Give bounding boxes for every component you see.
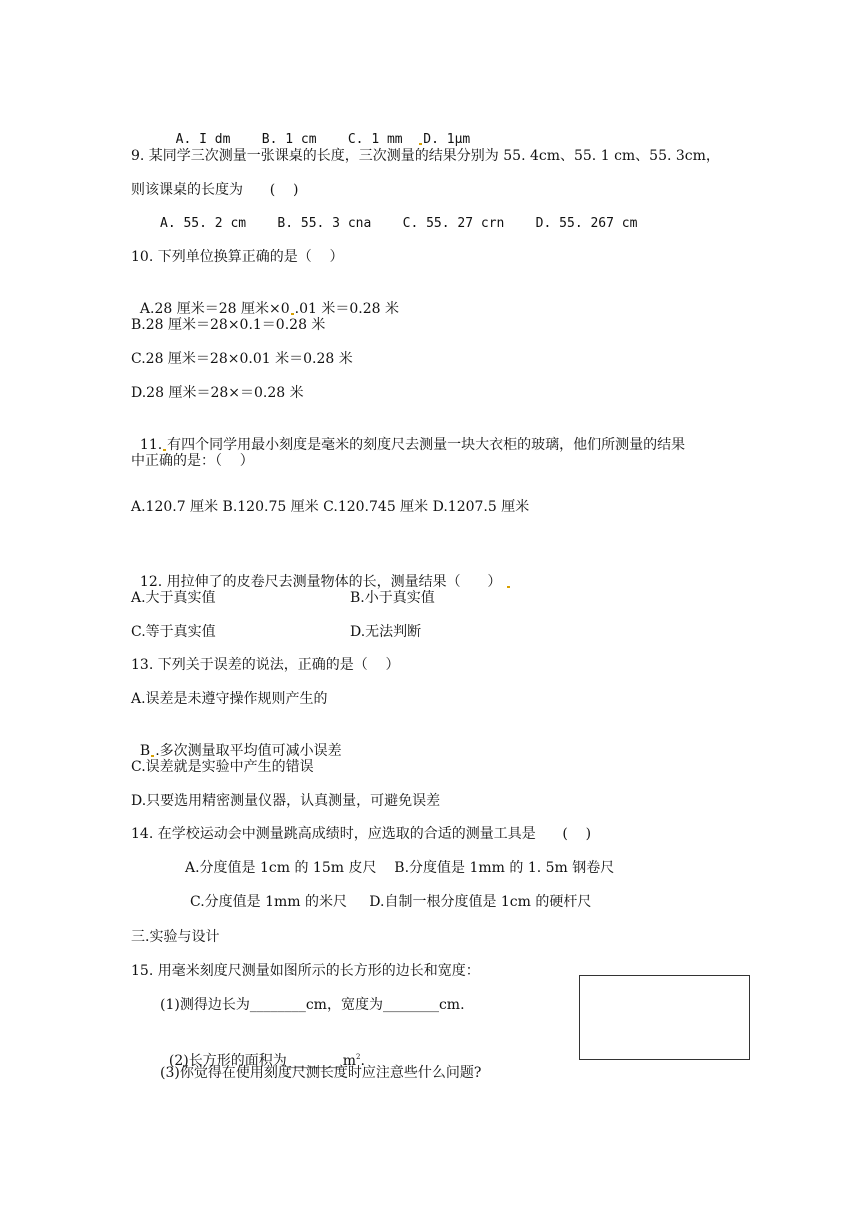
mark-dot	[507, 586, 510, 588]
q13-option-b-text: .多次测量取平均值可减小误差	[155, 743, 342, 759]
mark-dot	[151, 755, 154, 757]
q12-option-b: B.小于真实值	[350, 590, 435, 606]
q10-stem: 10. 下列单位换算正确的是（ ）	[131, 249, 344, 265]
q10-option-d: D.28 厘米＝28×＝0.28 米	[131, 385, 304, 401]
q13-option-c: C.误差就是实验中产生的错误	[131, 759, 314, 775]
q13-option-a: A.误差是未遵守操作规则产生的	[131, 691, 328, 707]
q15-part3: (3)你觉得在使用刻度尺测长度时应注意些什么问题?	[160, 1065, 482, 1081]
q15-stem: 15. 用毫米刻度尺测量如图所示的长方形的边长和宽度：	[131, 963, 480, 979]
q8-option-d: D. 1μm	[423, 132, 471, 147]
q13-stem: 13. 下列关于误差的说法，正确的是（ ）	[131, 657, 400, 673]
q15-part2-period: .	[360, 1053, 365, 1069]
q12-stem	[131, 555, 511, 591]
q9-options: A. 55. 2 cm B. 55. 3 cna C. 55. 27 crn D. 55. 267 cm	[160, 216, 638, 231]
section-title: 三.实验与设计	[131, 929, 220, 945]
q14-stem: 14. 在学校运动会中测量跳高成绩时，应选取的合适的测量工具是 ( )	[131, 826, 592, 842]
q14-options-ab: A.分度值是 1cm 的 15m 皮尺 B.分度值是 1mm 的 1. 5m 钢卷尺	[185, 860, 615, 876]
q10-option-a	[131, 282, 399, 318]
q12-stem-text: 12. 用拉伸了的皮卷尺去测量物体的长，测量结果（ ）	[139, 574, 502, 590]
q15-part1: (1)测得边长为________cm，宽度为________cm.	[160, 997, 465, 1013]
q12-option-d: D.无法判断	[350, 624, 422, 640]
q13-option-d: D.只要选用精密测量仪器，认真测量，可避免误差	[131, 793, 441, 809]
q8-options	[160, 113, 470, 149]
q13-option-b	[131, 724, 342, 760]
q12-option-c: C.等于真实值	[131, 624, 216, 640]
mark-dot	[419, 143, 422, 145]
q10-option-a-part2: .01 米＝0.28 米	[294, 301, 399, 317]
q13-option-b-letter: B	[139, 743, 151, 759]
q11-stem-line2: 中正确的是：（ ）	[131, 453, 254, 469]
q12-option-a: A.大于真实值	[131, 590, 216, 606]
q11-options: A.120.7 厘米 B.120.75 厘米 C.120.745 厘米 D.1207.5 厘米	[131, 499, 530, 515]
q10-option-a-part1: A.28 厘米＝28 厘米×0	[139, 301, 290, 317]
q11-stem-line1	[131, 418, 685, 454]
q10-option-c: C.28 厘米＝28×0.01 米＝0.28 米	[131, 351, 353, 367]
mark-dot	[291, 313, 294, 315]
q10-option-b: B.28 厘米＝28×0.1＝0.28 米	[131, 317, 326, 333]
q14-options-cd: C.分度值是 1mm 的米尺 D.自制一根分度值是 1cm 的硬杆尺	[190, 894, 592, 910]
q8-options-abc: A. I dm B. 1 cm C. 1 mm	[175, 132, 419, 147]
q15-part2-text: (2)长方形的面积为________m	[168, 1053, 357, 1069]
q11-number: 11.	[139, 437, 163, 453]
q9-stem-line2: 则该课桌的长度为 ( )	[131, 182, 299, 198]
mark-dot	[163, 449, 166, 451]
rectangle-figure	[579, 975, 750, 1060]
q9-stem-line1: 9. 某同学三次测量一张课桌的长度，三次测量的结果分别为 55. 4cm、55. 1 cm、55. 3cm，	[131, 148, 720, 164]
q11-stem-text: 有四个同学用最小刻度是毫米的刻度尺去测量一块大衣柜的玻璃，他们所测量的结果	[167, 437, 686, 453]
q15-part2-superscript: 2	[356, 1053, 361, 1061]
